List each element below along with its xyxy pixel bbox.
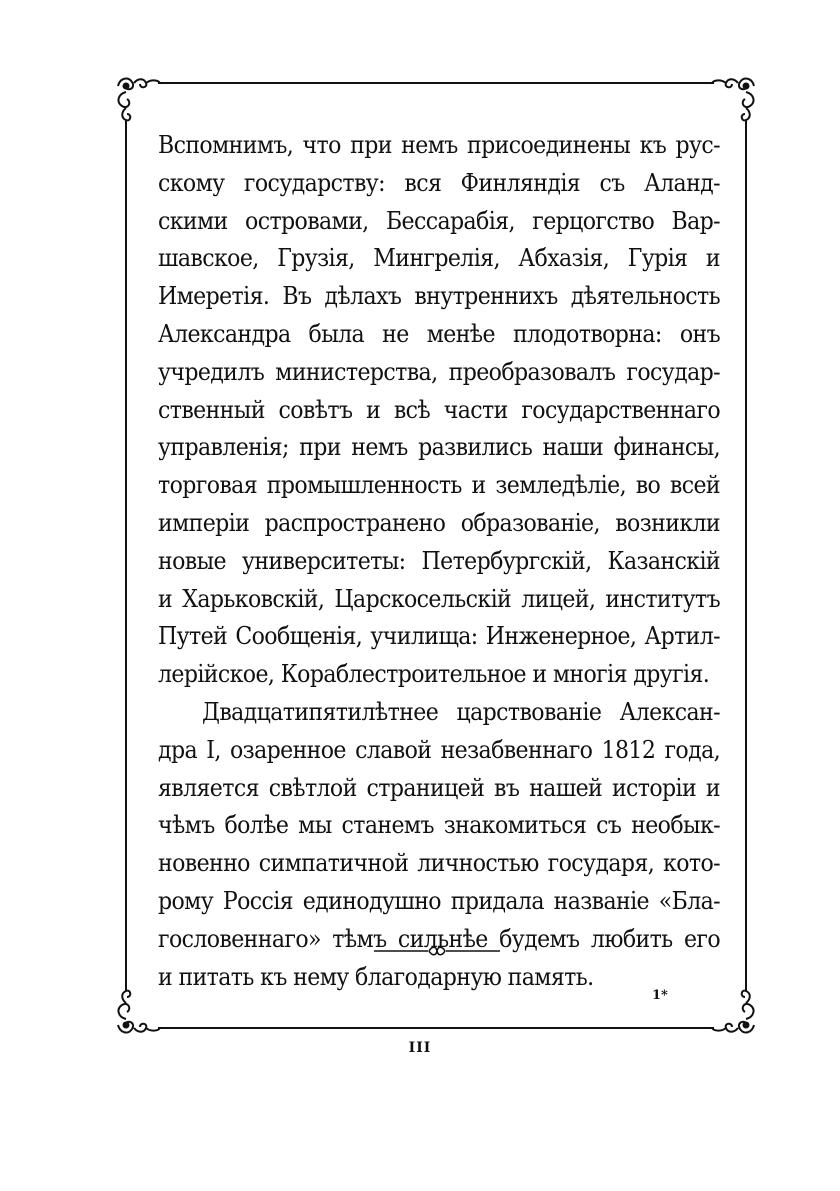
main-text xyxy=(158,126,720,995)
text-line: Вспомнимъ, что при немъ присоединены къ рус- xyxy=(158,130,720,159)
text-line: новые университеты: Петербургскій, Казанскій xyxy=(158,545,720,575)
corner-ornament-top-right xyxy=(704,79,754,132)
page-number: III xyxy=(408,1040,432,1056)
text-line: лерійское, Кораблестроительное и многія другія. xyxy=(158,659,710,689)
corner-ornament-top-left xyxy=(118,79,170,132)
text-line: скими островами, Бессарабія, герцогство Вар- xyxy=(158,205,720,235)
text-line: шавское, Грузія, Мингрелія, Абхазія, Гурія и xyxy=(158,243,720,273)
text-line: и Харьковскій, Царскосельскій лицей, институтъ xyxy=(158,583,720,613)
paragraph xyxy=(158,126,720,693)
text-line: Александра была не менѣе плодотворна: онъ xyxy=(158,318,720,348)
text-line: чѣмъ болѣе мы станемъ знакомиться съ необык- xyxy=(158,810,720,840)
text-line: скому государству: вся Финляндія съ Аланд- xyxy=(158,167,720,197)
text-line: Путей Сообщенія, училища: Инженерное, Артил- xyxy=(158,621,720,651)
text-line: ственный совѣтъ и всѣ части государственнаго xyxy=(158,394,720,424)
paragraph xyxy=(158,693,720,995)
text-line: и питать къ нему благодарную память. xyxy=(158,961,594,991)
text-line: Двадцатипятилѣтнее царствованіе Алексан- xyxy=(202,696,720,726)
text-line: учредилъ министерства, преобразовалъ государ- xyxy=(158,356,720,386)
text-line: Имеретія. Въ дѣлахъ внутреннихъ дѣятельность xyxy=(158,281,720,311)
text-line: новенно симпатичной личностью государя, кото- xyxy=(158,848,720,878)
text-line: гословеннаго» тѣмъ сильнѣе будемъ любить его xyxy=(158,923,720,953)
text-line: управленія; при немъ развились наши финансы, xyxy=(158,432,720,462)
text-line: имперіи распространено образованіе, возникли xyxy=(158,507,720,537)
text-line: рому Россія единодушно придала названіе «Бла- xyxy=(158,885,720,915)
signature-mark: 1* xyxy=(652,988,668,1003)
text-line: является свѣтлой страницей въ нашей исторіи и xyxy=(158,772,720,802)
text-line: торговая промышленность и земледѣліе, во всей xyxy=(158,470,720,500)
text-line: дра I, озаренное славой незабвеннаго 1812 года, xyxy=(158,734,720,764)
